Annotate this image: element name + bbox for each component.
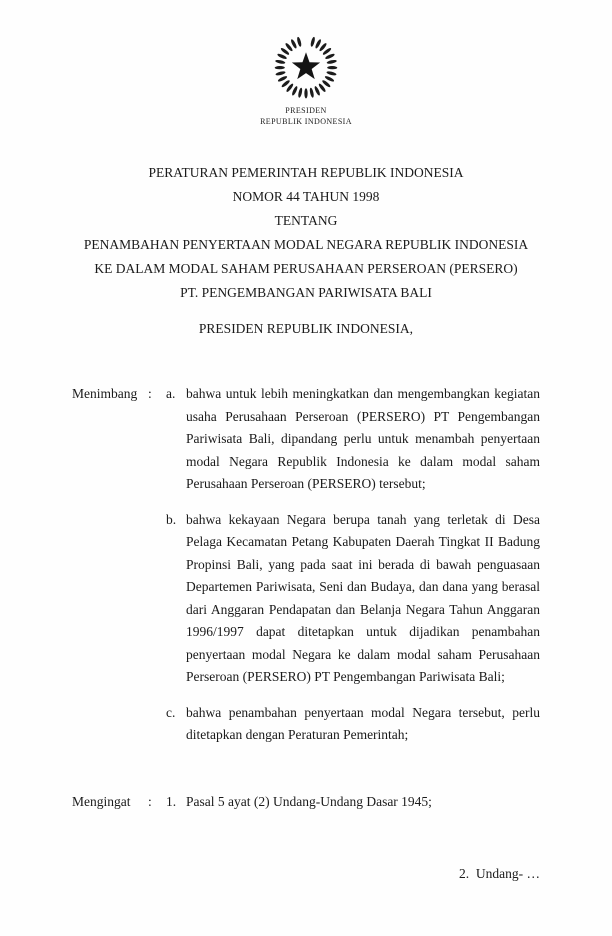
title-block <box>72 161 540 305</box>
masthead <box>72 26 540 127</box>
seal-caption-line1: PRESIDEN <box>285 106 327 115</box>
seal-caption-line2: REPUBLIK INDONESIA <box>260 116 352 126</box>
item-marker: c. <box>166 704 176 720</box>
regulation-title-line-4: PENAMBAHAN PENYERTAAN MODAL NEGARA REPUBLIK INDONESIA <box>83 237 529 252</box>
item-text: bahwa untuk lebih meningkatkan dan mengembangkan kegiatan usaha Perusahaan Perseroan (PERSERO) PT Pengembangan Pariwisata Bali, dipandang perlu untuk menambah penyertaan modal Negara Republik Indonesia ke dalam modal saham Perusahaan Perseroan (PERSERO) tersebut; <box>186 386 540 491</box>
clause-colon: : <box>148 386 152 401</box>
item-marker: b. <box>166 511 177 527</box>
item-text: Pasal 5 ayat (2) Undang-Undang Dasar 1945; <box>186 793 432 809</box>
item-text: bahwa kekayaan Negara berupa tanah yang terletak di Desa Pelaga Kecamatan Petang Kabupaten Daerah Tingkat II Badung Propinsi Bali, yang pada saat ini berada di bawah penguasaan Departemen Pariwisata, Seni dan Budaya, dan dana yang berasal dari Anggaran Pendapatan dan Belanja Negara Tahun Anggaran 1996/1997 dapat ditetapkan untuk dijadikan penambahan penyertaan modal Negara ke dalam modal saham Perusahaan Perseroan (PERSERO) PT Pengembangan Pariwisata Bali; <box>186 511 540 684</box>
list-item-a <box>166 383 540 496</box>
star-icon <box>292 52 320 79</box>
menimbang-items <box>166 383 540 747</box>
regulation-title-line-5: KE DALAM MODAL SAHAM PERUSAHAAN PERSEROAN (PERSERO) <box>94 261 518 276</box>
regulation-title-line-6: PT. PENGEMBANGAN PARIWISATA BALI <box>180 285 432 300</box>
presidential-seal-icon <box>263 26 349 104</box>
item-marker: a. <box>166 386 176 401</box>
seal-caption <box>72 106 540 127</box>
clause-label-mengingat: Mengingat <box>72 793 131 809</box>
salutation: PRESIDEN REPUBLIK INDONESIA, <box>198 321 414 336</box>
menimbang-clause <box>72 383 540 747</box>
mengingat-clause <box>72 791 540 814</box>
list-item-c <box>166 702 540 747</box>
list-item-b <box>166 509 540 689</box>
clause-label-menimbang: Menimbang <box>72 386 138 401</box>
regulation-title-line-2: NOMOR 44 TAHUN 1998 <box>232 189 380 204</box>
item-marker: 1. <box>166 793 177 809</box>
clause-colon: : <box>148 793 152 809</box>
regulation-title-line-3: TENTANG <box>274 213 338 228</box>
list-item-1 <box>166 791 540 814</box>
item-text: bahwa penambahan penyertaan modal Negara tersebut, perlu ditetapkan dengan Peraturan Pemerintah; <box>186 704 540 742</box>
mengingat-items <box>166 791 540 814</box>
page-catchword: 2. Undang- … <box>459 866 540 881</box>
regulation-title-line-1: PERATURAN PEMERINTAH REPUBLIK INDONESIA <box>148 165 464 180</box>
